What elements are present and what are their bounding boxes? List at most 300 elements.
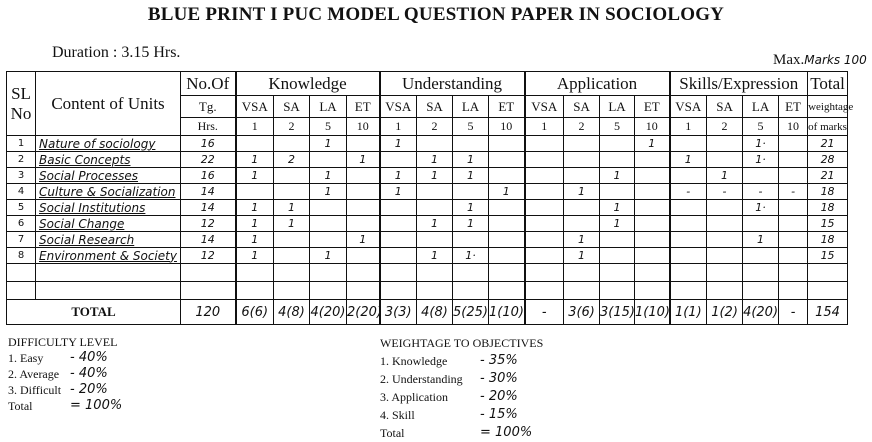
row-cell: 1 bbox=[274, 200, 310, 216]
difficulty-label: Total bbox=[8, 399, 33, 413]
row-unit: Environment & Society bbox=[36, 248, 181, 264]
difficulty-label: 1. Easy bbox=[8, 351, 44, 365]
row-cell: 1 bbox=[417, 216, 453, 232]
empty-cell bbox=[380, 282, 417, 300]
row-sl: 3 bbox=[7, 168, 36, 184]
empty-cell bbox=[670, 264, 707, 282]
empty-cell bbox=[236, 264, 274, 282]
empty-cell bbox=[380, 264, 417, 282]
empty-cell bbox=[743, 282, 779, 300]
empty-row bbox=[7, 282, 848, 300]
table-row bbox=[7, 152, 848, 168]
objective-value: = 100% bbox=[480, 425, 533, 440]
row-cell bbox=[310, 232, 347, 248]
row-cell: - bbox=[779, 184, 808, 200]
header-skills: Skills/Expression bbox=[670, 72, 808, 96]
weightage-to-objectives bbox=[380, 334, 543, 442]
row-cell: 1 bbox=[564, 184, 600, 200]
row-total: 21 bbox=[808, 168, 848, 184]
row-cell bbox=[236, 184, 274, 200]
row-cell: 1 bbox=[236, 200, 274, 216]
objective-item bbox=[380, 424, 543, 442]
row-cell bbox=[453, 232, 489, 248]
objective-label: 1. Knowledge bbox=[380, 354, 448, 368]
header-mark: 10 bbox=[489, 118, 525, 136]
row-cell: 1 bbox=[236, 168, 274, 184]
row-cell bbox=[417, 232, 453, 248]
empty-cell bbox=[743, 264, 779, 282]
row-cell bbox=[417, 136, 453, 152]
total-marks: 154 bbox=[808, 300, 848, 325]
header-sl: SL No bbox=[7, 72, 36, 136]
row-cell: 1 bbox=[564, 248, 600, 264]
row-cell bbox=[707, 216, 743, 232]
empty-cell bbox=[489, 282, 525, 300]
table-row bbox=[7, 168, 848, 184]
total-cell: 4(20) bbox=[310, 300, 347, 325]
header-mark: 5 bbox=[600, 118, 635, 136]
row-cell bbox=[525, 168, 564, 184]
difficulty-value: = 100% bbox=[70, 398, 123, 413]
header-type: SA bbox=[274, 96, 310, 118]
row-sl: 8 bbox=[7, 248, 36, 264]
row-cell bbox=[779, 152, 808, 168]
row-cell bbox=[489, 248, 525, 264]
row-cell bbox=[489, 152, 525, 168]
empty-cell bbox=[564, 282, 600, 300]
row-cell bbox=[635, 152, 670, 168]
total-cell: 6(6) bbox=[236, 300, 274, 325]
row-cell bbox=[600, 248, 635, 264]
empty-cell bbox=[670, 282, 707, 300]
row-cell bbox=[707, 232, 743, 248]
header-total: Total bbox=[808, 72, 848, 96]
empty-row bbox=[7, 264, 848, 282]
row-cell bbox=[274, 248, 310, 264]
row-cell bbox=[779, 136, 808, 152]
row-unit: Nature of sociology bbox=[36, 136, 181, 152]
empty-cell bbox=[7, 264, 36, 282]
header-mark: 1 bbox=[236, 118, 274, 136]
total-cell: 3(6) bbox=[564, 300, 600, 325]
objective-value: - 20% bbox=[480, 389, 518, 404]
row-cell bbox=[635, 248, 670, 264]
row-cell bbox=[347, 136, 380, 152]
header-type: LA bbox=[600, 96, 635, 118]
row-cell bbox=[453, 184, 489, 200]
row-cell: 1· bbox=[453, 248, 489, 264]
row-cell: 1 bbox=[743, 232, 779, 248]
row-unit: Social Research bbox=[36, 232, 181, 248]
row-cell bbox=[380, 232, 417, 248]
row-total: 15 bbox=[808, 248, 848, 264]
row-cell bbox=[564, 168, 600, 184]
header-mark: 1 bbox=[525, 118, 564, 136]
objective-label: 4. Skill bbox=[380, 408, 415, 422]
row-cell bbox=[707, 152, 743, 168]
header-mark: 2 bbox=[707, 118, 743, 136]
total-cell: 4(20) bbox=[743, 300, 779, 325]
objective-item bbox=[380, 388, 543, 406]
row-cell bbox=[779, 216, 808, 232]
total-cell: 1(10) bbox=[489, 300, 525, 325]
header-type: ET bbox=[347, 96, 380, 118]
row-cell bbox=[743, 248, 779, 264]
header-mark: 5 bbox=[453, 118, 489, 136]
row-cell: 1 bbox=[564, 232, 600, 248]
max-marks-value: Marks 100 bbox=[804, 53, 867, 67]
row-cell bbox=[779, 168, 808, 184]
row-cell bbox=[525, 200, 564, 216]
empty-cell bbox=[453, 264, 489, 282]
empty-cell bbox=[635, 264, 670, 282]
duration: Duration : 3.15 Hrs. bbox=[52, 44, 181, 61]
row-cell bbox=[525, 184, 564, 200]
row-cell bbox=[347, 184, 380, 200]
header-type: LA bbox=[743, 96, 779, 118]
row-cell bbox=[670, 200, 707, 216]
header-mark: 1 bbox=[380, 118, 417, 136]
row-cell: 1 bbox=[453, 168, 489, 184]
row-cell bbox=[347, 216, 380, 232]
total-hrs: 120 bbox=[181, 300, 236, 325]
row-cell: 1 bbox=[310, 184, 347, 200]
total-cell: 5(25) bbox=[453, 300, 489, 325]
row-hrs: 12 bbox=[181, 216, 236, 232]
row-cell bbox=[489, 232, 525, 248]
row-sl: 4 bbox=[7, 184, 36, 200]
difficulty-item bbox=[8, 398, 122, 414]
row-cell: 1 bbox=[670, 152, 707, 168]
empty-cell bbox=[181, 264, 236, 282]
total-cell: 2(20) bbox=[347, 300, 380, 325]
empty-cell bbox=[453, 282, 489, 300]
row-cell bbox=[310, 200, 347, 216]
max-marks bbox=[773, 52, 867, 69]
objective-value: - 30% bbox=[480, 371, 518, 386]
row-cell bbox=[489, 168, 525, 184]
row-cell bbox=[347, 168, 380, 184]
total-row bbox=[7, 300, 848, 325]
row-cell: 1 bbox=[453, 200, 489, 216]
row-cell bbox=[779, 200, 808, 216]
row-cell bbox=[707, 248, 743, 264]
difficulty-level bbox=[8, 334, 122, 414]
row-cell: 1 bbox=[600, 200, 635, 216]
row-cell: - bbox=[707, 184, 743, 200]
header-type: VSA bbox=[236, 96, 274, 118]
difficulty-value: - 40% bbox=[70, 366, 108, 381]
empty-cell bbox=[779, 264, 808, 282]
row-cell bbox=[489, 136, 525, 152]
header-type: SA bbox=[707, 96, 743, 118]
row-cell: - bbox=[743, 184, 779, 200]
row-cell bbox=[417, 200, 453, 216]
row-cell bbox=[707, 136, 743, 152]
row-cell: 1 bbox=[635, 136, 670, 152]
row-cell bbox=[670, 216, 707, 232]
empty-cell bbox=[236, 282, 274, 300]
row-cell bbox=[380, 152, 417, 168]
empty-cell bbox=[36, 282, 181, 300]
table-row bbox=[7, 184, 848, 200]
total-cell: 4(8) bbox=[274, 300, 310, 325]
empty-cell bbox=[181, 282, 236, 300]
objective-label: 2. Understanding bbox=[380, 372, 463, 386]
header-application: Application bbox=[525, 72, 670, 96]
empty-cell bbox=[564, 264, 600, 282]
empty-cell bbox=[347, 264, 380, 282]
row-hrs: 16 bbox=[181, 136, 236, 152]
header-type: ET bbox=[779, 96, 808, 118]
row-cell: 1· bbox=[743, 152, 779, 168]
difficulty-item bbox=[8, 350, 122, 366]
header-mark: 2 bbox=[417, 118, 453, 136]
row-total: 18 bbox=[808, 184, 848, 200]
row-cell bbox=[779, 248, 808, 264]
row-cell: 1 bbox=[600, 216, 635, 232]
table-row bbox=[7, 216, 848, 232]
row-cell: 1 bbox=[236, 216, 274, 232]
empty-cell bbox=[808, 282, 848, 300]
difficulty-value: - 40% bbox=[70, 350, 108, 365]
row-cell bbox=[274, 184, 310, 200]
row-cell bbox=[417, 184, 453, 200]
objective-item bbox=[380, 370, 543, 388]
empty-cell bbox=[274, 264, 310, 282]
objectives-heading: WEIGHTAGE TO OBJECTIVES bbox=[380, 336, 544, 350]
row-hrs: 14 bbox=[181, 200, 236, 216]
row-total: 21 bbox=[808, 136, 848, 152]
header-mark: 5 bbox=[743, 118, 779, 136]
row-cell bbox=[670, 232, 707, 248]
row-cell bbox=[670, 248, 707, 264]
header-type: VSA bbox=[525, 96, 564, 118]
objective-value: - 35% bbox=[480, 353, 518, 368]
row-cell bbox=[564, 200, 600, 216]
row-cell bbox=[525, 248, 564, 264]
row-cell bbox=[525, 232, 564, 248]
objective-label: 3. Application bbox=[380, 390, 448, 404]
empty-cell bbox=[707, 282, 743, 300]
row-cell bbox=[274, 232, 310, 248]
header-type: VSA bbox=[380, 96, 417, 118]
difficulty-value: - 20% bbox=[70, 382, 108, 397]
empty-cell bbox=[7, 282, 36, 300]
row-cell: 1 bbox=[310, 168, 347, 184]
row-hrs: 14 bbox=[181, 232, 236, 248]
header-mark: 10 bbox=[635, 118, 670, 136]
blueprint-table bbox=[6, 71, 854, 325]
row-cell bbox=[453, 136, 489, 152]
objective-label: Total bbox=[380, 426, 405, 440]
row-total: 15 bbox=[808, 216, 848, 232]
row-cell bbox=[489, 216, 525, 232]
total-cell: - bbox=[779, 300, 808, 325]
empty-cell bbox=[808, 264, 848, 282]
row-cell bbox=[347, 200, 380, 216]
table-row bbox=[7, 232, 848, 248]
row-cell: 1 bbox=[236, 248, 274, 264]
empty-cell bbox=[310, 282, 347, 300]
row-sl: 5 bbox=[7, 200, 36, 216]
row-cell: 1 bbox=[489, 184, 525, 200]
row-cell bbox=[310, 152, 347, 168]
page-title: BLUE PRINT I PUC MODEL QUESTION PAPER IN SOCIOLOGY bbox=[147, 4, 725, 25]
row-unit: Social Institutions bbox=[36, 200, 181, 216]
total-cell: 1(2) bbox=[707, 300, 743, 325]
empty-cell bbox=[635, 282, 670, 300]
row-cell bbox=[489, 200, 525, 216]
row-cell: 1 bbox=[380, 136, 417, 152]
row-cell bbox=[564, 216, 600, 232]
empty-cell bbox=[600, 282, 635, 300]
row-cell bbox=[600, 136, 635, 152]
row-cell: 1 bbox=[236, 232, 274, 248]
header-weightage: weightage bbox=[808, 96, 848, 118]
row-cell bbox=[525, 136, 564, 152]
empty-cell bbox=[36, 264, 181, 282]
table-row bbox=[7, 248, 848, 264]
difficulty-label: 3. Difficult bbox=[8, 383, 62, 397]
row-cell: 1· bbox=[743, 136, 779, 152]
row-cell bbox=[600, 152, 635, 168]
row-cell: 1 bbox=[310, 248, 347, 264]
total-cell: - bbox=[525, 300, 564, 325]
empty-cell bbox=[417, 264, 453, 282]
empty-cell bbox=[274, 282, 310, 300]
row-sl: 6 bbox=[7, 216, 36, 232]
row-cell bbox=[274, 136, 310, 152]
header-type: ET bbox=[489, 96, 525, 118]
header-no-of: No.Of bbox=[181, 72, 236, 96]
row-cell: 1 bbox=[380, 168, 417, 184]
row-cell: 1 bbox=[707, 168, 743, 184]
total-cell: 3(15) bbox=[600, 300, 635, 325]
header-type: VSA bbox=[670, 96, 707, 118]
row-cell bbox=[707, 200, 743, 216]
empty-cell bbox=[347, 282, 380, 300]
row-total: 18 bbox=[808, 200, 848, 216]
row-hrs: 14 bbox=[181, 184, 236, 200]
row-cell bbox=[600, 184, 635, 200]
row-cell bbox=[743, 216, 779, 232]
row-cell: 1 bbox=[417, 168, 453, 184]
row-cell bbox=[779, 232, 808, 248]
header-mark: 1 bbox=[670, 118, 707, 136]
header-mark: 2 bbox=[274, 118, 310, 136]
row-cell: 1 bbox=[236, 152, 274, 168]
header-type: LA bbox=[310, 96, 347, 118]
header-mark: 10 bbox=[779, 118, 808, 136]
header-type: ET bbox=[635, 96, 670, 118]
row-cell: 1 bbox=[600, 168, 635, 184]
total-cell: 1(1) bbox=[670, 300, 707, 325]
total-cell: 4(8) bbox=[417, 300, 453, 325]
row-cell: 1· bbox=[743, 200, 779, 216]
header-mark: 2 bbox=[564, 118, 600, 136]
row-cell: 1 bbox=[453, 216, 489, 232]
row-cell bbox=[380, 200, 417, 216]
objective-item bbox=[380, 406, 543, 424]
row-cell bbox=[670, 168, 707, 184]
row-cell bbox=[380, 248, 417, 264]
empty-cell bbox=[525, 282, 564, 300]
difficulty-label: 2. Average bbox=[8, 367, 60, 381]
row-hrs: 22 bbox=[181, 152, 236, 168]
row-hrs: 16 bbox=[181, 168, 236, 184]
row-cell bbox=[564, 136, 600, 152]
empty-cell bbox=[707, 264, 743, 282]
difficulty-heading: DIFFICULTY LEVEL bbox=[8, 335, 118, 349]
row-cell bbox=[600, 232, 635, 248]
header-knowledge: Knowledge bbox=[236, 72, 380, 96]
row-sl: 2 bbox=[7, 152, 36, 168]
row-cell bbox=[380, 216, 417, 232]
row-cell: 1 bbox=[380, 184, 417, 200]
row-cell bbox=[635, 184, 670, 200]
header-hrs: Hrs. bbox=[181, 118, 236, 136]
row-cell: 1 bbox=[347, 232, 380, 248]
difficulty-item bbox=[8, 382, 122, 398]
empty-cell bbox=[600, 264, 635, 282]
row-cell bbox=[564, 152, 600, 168]
row-cell bbox=[274, 168, 310, 184]
row-total: 28 bbox=[808, 152, 848, 168]
row-cell: 1 bbox=[310, 136, 347, 152]
row-cell bbox=[635, 168, 670, 184]
header-type: SA bbox=[564, 96, 600, 118]
empty-cell bbox=[489, 264, 525, 282]
row-cell bbox=[525, 216, 564, 232]
row-cell: 1 bbox=[274, 216, 310, 232]
header-of-marks: of marks bbox=[808, 118, 848, 136]
row-cell bbox=[635, 216, 670, 232]
row-cell: - bbox=[670, 184, 707, 200]
row-unit: Basic Concepts bbox=[36, 152, 181, 168]
row-cell: 1 bbox=[347, 152, 380, 168]
header-mark: 5 bbox=[310, 118, 347, 136]
table-row bbox=[7, 136, 848, 152]
total-cell: 3(3) bbox=[380, 300, 417, 325]
objective-item bbox=[380, 352, 543, 370]
total-label: TOTAL bbox=[7, 300, 181, 325]
header-understanding: Understanding bbox=[380, 72, 525, 96]
total-cell: 1(10) bbox=[635, 300, 670, 325]
empty-cell bbox=[417, 282, 453, 300]
row-cell bbox=[347, 248, 380, 264]
row-cell bbox=[635, 232, 670, 248]
row-cell: 1 bbox=[453, 152, 489, 168]
difficulty-item bbox=[8, 366, 122, 382]
row-unit: Culture & Socialization bbox=[36, 184, 181, 200]
row-total: 18 bbox=[808, 232, 848, 248]
row-unit: Social Change bbox=[36, 216, 181, 232]
row-cell bbox=[236, 136, 274, 152]
row-cell bbox=[743, 168, 779, 184]
row-cell: 1 bbox=[417, 152, 453, 168]
row-cell bbox=[670, 136, 707, 152]
header-tg: Tg. bbox=[181, 96, 236, 118]
row-cell bbox=[525, 152, 564, 168]
row-sl: 7 bbox=[7, 232, 36, 248]
row-cell: 1 bbox=[417, 248, 453, 264]
row-cell: 2 bbox=[274, 152, 310, 168]
table-row bbox=[7, 200, 848, 216]
row-hrs: 12 bbox=[181, 248, 236, 264]
empty-cell bbox=[310, 264, 347, 282]
row-cell bbox=[310, 216, 347, 232]
